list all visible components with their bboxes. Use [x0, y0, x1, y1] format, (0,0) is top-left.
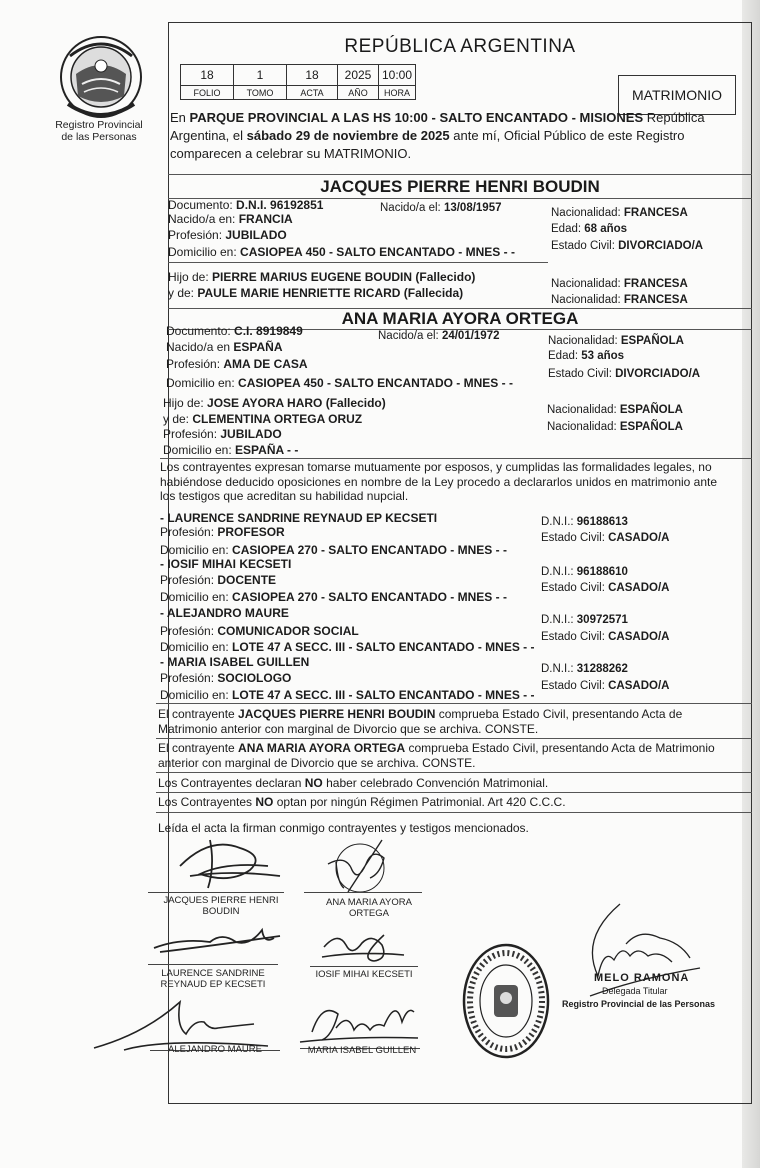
witness-3-name: - ALEJANDRO MAURE: [160, 606, 289, 620]
bride-parent-profession: Profesión: JUBILADO: [163, 427, 282, 441]
intro-line-1: En PARQUE PROVINCIAL A LAS HS 10:00 - SALTO ENCANTADO - MISIONES República: [170, 110, 705, 125]
declaration-line-3: los testigos que acreditan su habilidad nupcial.: [160, 489, 409, 503]
misiones-seal-icon: [58, 34, 144, 120]
signature-line: [310, 966, 418, 967]
groom-birthplace: Nacido/a en: FRANCIA: [168, 212, 293, 226]
witness-1-signature: [150, 918, 285, 964]
witness-4-address: Domicilio en: LOTE 47 A SECC. III - SALTO ENCANTADO - MNES - -: [160, 688, 535, 702]
folio-label: FOLIO: [181, 86, 234, 100]
witness-1-civil-status: Estado Civil: CASADO/A: [541, 532, 670, 544]
year-value: 2025: [338, 65, 379, 86]
registry-caption-line2: de las Personas: [61, 131, 137, 143]
record-number-table: [180, 64, 416, 100]
witness-4-profession: Profesión: SOCIOLOGO: [160, 671, 292, 685]
signature-line: [304, 892, 422, 893]
groom-document: Documento: D.N.I. 96192851: [168, 198, 324, 212]
bride-signature: [322, 834, 402, 896]
witness-1-name: - LAURENCE SANDRINE REYNAUD EP KECSETI: [160, 511, 438, 525]
intro-line-2: Argentina, el sábado 29 de noviembre de 2025 ante mí, Oficial Público de este Registro: [170, 128, 685, 143]
groom-signature-caption: JACQUES PIERRE HENRI BOUDIN: [163, 895, 279, 917]
bride-document: Documento: C.I. 8919849: [166, 324, 303, 338]
witness-1-profession: Profesión: PROFESOR: [160, 525, 285, 539]
witness-2-name: - IOSIF MIHAI KECSETI: [160, 557, 292, 571]
groom-father-nationality: Nacionalidad: FRANCESA: [551, 278, 688, 290]
divider: [156, 738, 752, 739]
bride-birthplace: Nacido/a en ESPAÑA: [166, 340, 283, 354]
bride-mother: y de: CLEMENTINA ORTEGA ORUZ: [163, 412, 363, 426]
hour-value: 10:00: [379, 65, 416, 86]
witness-2-profession: Profesión: DOCENTE: [160, 573, 277, 587]
declaration-paragraph: [160, 460, 748, 504]
divider: [156, 772, 752, 773]
witness-2-signature-caption: IOSIF MIHAI KECSETI: [315, 969, 413, 980]
groom-mother-nationality: Nacionalidad: FRANCESA: [551, 294, 688, 306]
country-title: REPÚBLICA ARGENTINA: [344, 36, 576, 57]
folio-value: 18: [181, 65, 234, 86]
bride-father: Hijo de: JOSE AYORA HARO (Fallecido): [163, 396, 386, 410]
record-type-box: MATRIMONIO: [618, 75, 736, 115]
divider: [160, 458, 752, 459]
groom-father: Hijo de: PIERRE MARIUS EUGENE BOUDIN (Fallecido): [168, 270, 476, 284]
bride-address: Domicilio en: CASIOPEA 450 - SALTO ENCANTADO - MNES - -: [166, 376, 513, 390]
patrimonial-regime-clause: Los Contrayentes NO optan por ningún Régimen Patrimonial. Art 420 C.C.C.: [158, 795, 566, 809]
divider: [156, 812, 752, 813]
divider: [156, 703, 752, 704]
groom-nationality: Nacionalidad: FRANCESA: [551, 207, 688, 219]
bride-name: ANA MARIA AYORA ORTEGA: [341, 309, 579, 328]
bride-nationality: Nacionalidad: ESPAÑOLA: [548, 335, 684, 347]
signature-line: [148, 892, 284, 893]
registry-round-stamp: [460, 940, 552, 1062]
registry-caption: [44, 119, 154, 143]
bride-signature-caption: ANA MARIA AYORA ORTEGA: [326, 897, 412, 919]
groom-address: Domicilio en: CASIOPEA 450 - SALTO ENCANTADO - MNES - -: [168, 245, 515, 259]
acta-label: ACTA: [287, 86, 338, 100]
official-office: Registro Provincial de las Personas: [562, 999, 716, 1009]
bride-profession: Profesión: AMA DE CASA: [166, 357, 308, 371]
witness-2-civil-status: Estado Civil: CASADO/A: [541, 582, 670, 594]
groom-birthdate: Nacido/a el: 13/08/1957: [380, 202, 502, 214]
groom-age: Edad: 68 años: [551, 223, 628, 235]
bride-mother-nationality: Nacionalidad: ESPAÑOLA: [547, 421, 683, 433]
declaration-line-2: habiéndose deducido oposiciones en nombre de la Ley procedo a declararlos unidos en matrimonio ante: [160, 474, 718, 489]
divider: [168, 262, 548, 263]
groom-mother: y de: PAULE MARIE HENRIETTE RICARD (Fallecida): [168, 286, 464, 300]
tomo-value: 1: [234, 65, 287, 86]
witness-2-address: Domicilio en: CASIOPEA 270 - SALTO ENCANTADO - MNES - -: [160, 590, 507, 604]
witness-4-signature-caption: MARIA ISABEL GUILLEN: [307, 1045, 417, 1056]
witness-3-dni: D.N.I.: 30972571: [541, 614, 628, 626]
witness-4-dni: D.N.I.: 31288262: [541, 663, 628, 675]
acta-value: 18: [287, 65, 338, 86]
witness-2-dni: D.N.I.: 96188610: [541, 566, 628, 578]
groom-civil-proof-line-2: Matrimonio anterior con marginal de Divorcio que se archiva. CONSTE.: [158, 722, 539, 736]
declaration-line-1: Los contrayentes expresan tomarse mutuamente por esposos, y cumplidas las formalidades legales, no: [160, 460, 712, 474]
witness-2-signature: [318, 925, 408, 969]
bride-age: Edad: 53 años: [548, 350, 625, 362]
year-label: AÑO: [338, 86, 379, 100]
tomo-label: TOMO: [234, 86, 287, 100]
witness-1-address: Domicilio en: CASIOPEA 270 - SALTO ENCANTADO - MNES - -: [160, 543, 507, 557]
witness-3-signature-caption: ALEJANDRO MAURE: [168, 1044, 262, 1055]
witness-4-signature: [292, 992, 422, 1052]
witness-3-civil-status: Estado Civil: CASADO/A: [541, 631, 670, 643]
witness-1-signature-caption: LAURENCE SANDRINE REYNAUD EP KECSETI: [160, 968, 266, 990]
groom-civil-proof-line-1: El contrayente JACQUES PIERRE HENRI BOUDIN comprueba Estado Civil, presentando Acta de: [158, 707, 683, 721]
convention-clause: Los Contrayentes declaran NO haber celebrado Convención Matrimonial.: [158, 776, 549, 790]
witness-1-dni: D.N.I.: 96188613: [541, 516, 628, 528]
bride-civil-status: Estado Civil: DIVORCIADO/A: [548, 368, 701, 380]
bride-civil-proof-line-1: El contrayente ANA MARIA AYORA ORTEGA comprueba Estado Civil, presentando Acta de Matrimonio: [158, 741, 715, 755]
divider: [156, 792, 752, 793]
closing-statement: Leída el acta la firman conmigo contrayentes y testigos mencionados.: [158, 821, 529, 835]
intro-line-3: comparecen a celebrar su MATRIMONIO.: [170, 146, 412, 161]
witness-3-profession: Profesión: COMUNICADOR SOCIAL: [160, 624, 359, 638]
groom-profession: Profesión: JUBILADO: [168, 228, 287, 242]
official-title: Delegada Titular: [602, 986, 668, 996]
divider: [168, 174, 752, 175]
witness-3-address: Domicilio en: LOTE 47 A SECC. III - SALTO ENCANTADO - MNES - -: [160, 640, 535, 654]
groom-name: JACQUES PIERRE HENRI BOUDIN: [320, 177, 600, 196]
bride-birthdate: Nacido/a el: 24/01/1972: [378, 330, 500, 342]
signature-line: [148, 964, 278, 965]
hour-label: HORA: [379, 86, 416, 100]
bride-parent-address: Domicilio en: ESPAÑA - -: [163, 443, 299, 457]
registry-caption-line1: Registro Provincial: [55, 119, 143, 131]
witness-4-name: - MARIA ISABEL GUILLEN: [160, 655, 310, 669]
groom-civil-status: Estado Civil: DIVORCIADO/A: [551, 240, 704, 252]
groom-signature: [170, 826, 290, 896]
official-name: MELO RAMONA: [594, 972, 690, 984]
witness-4-civil-status: Estado Civil: CASADO/A: [541, 680, 670, 692]
bride-father-nationality: Nacionalidad: ESPAÑOLA: [547, 404, 683, 416]
bride-civil-proof-line-2: anterior con marginal de Divorcio que se archiva. CONSTE.: [158, 756, 476, 770]
